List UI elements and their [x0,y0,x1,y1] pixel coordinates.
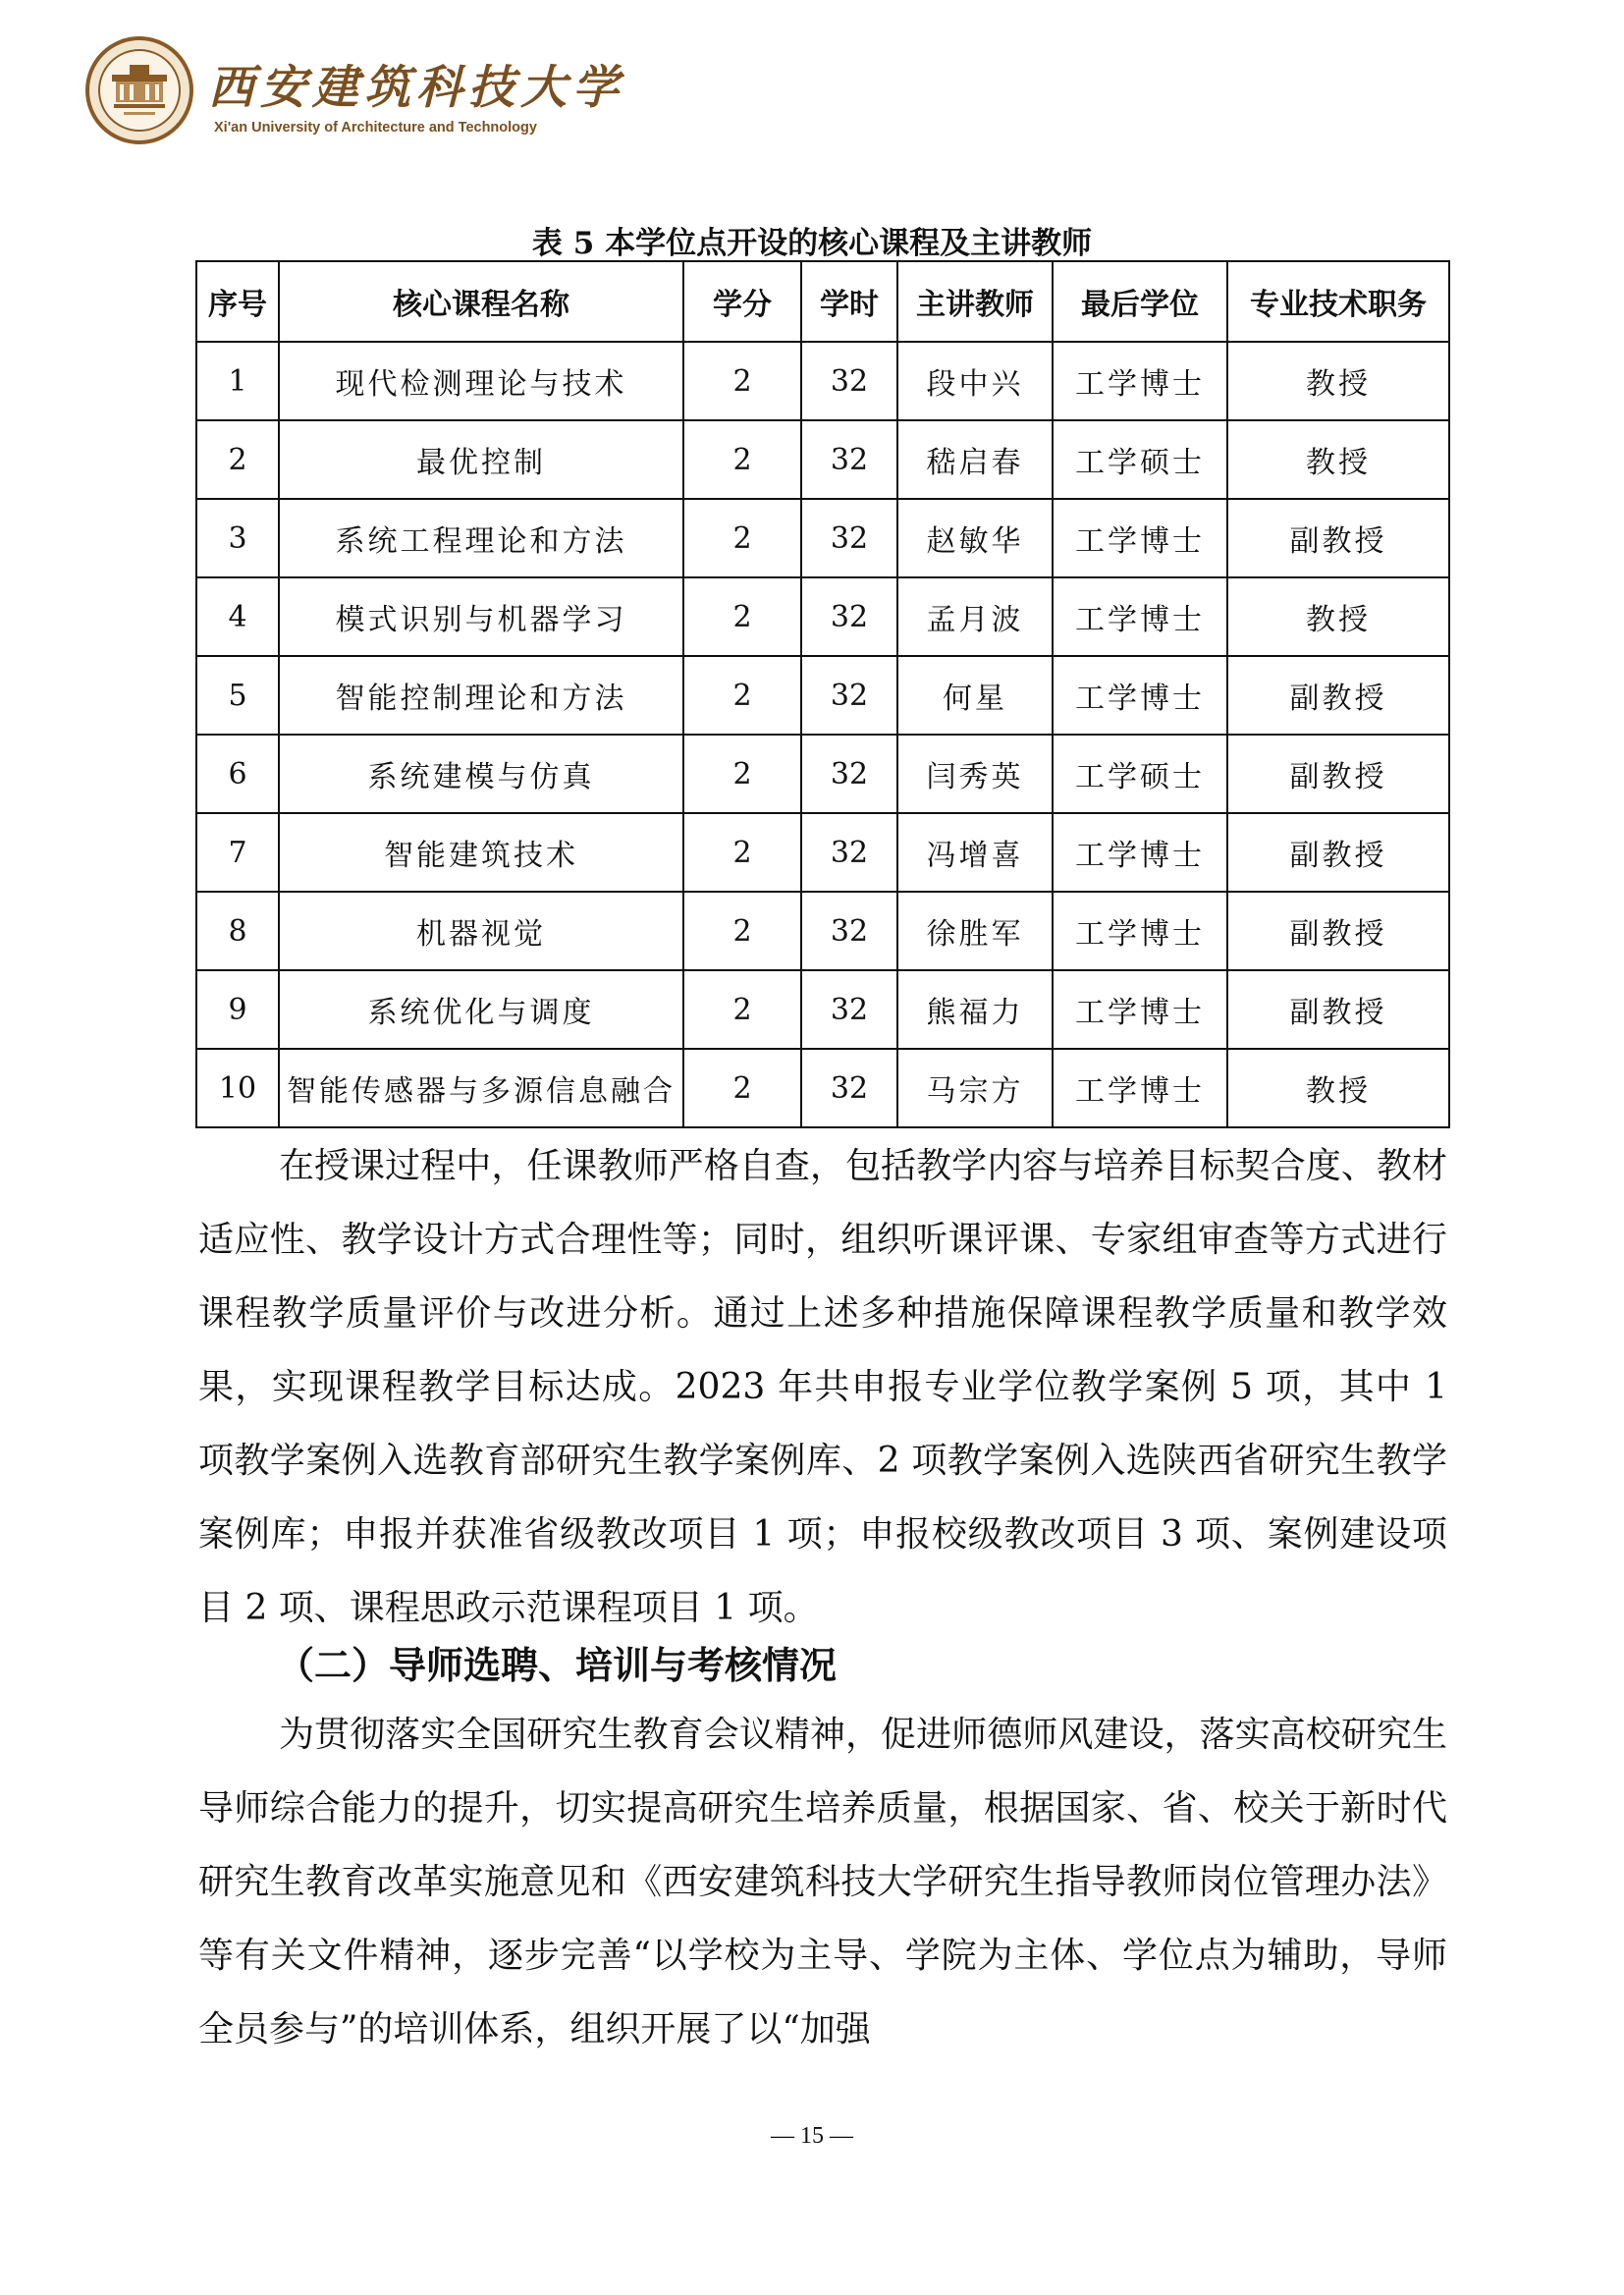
cell-index: 4 [196,577,279,656]
cell-credits: 2 [683,892,801,970]
table-caption: 表 5 本学位点开设的核心课程及主讲教师 [531,226,1093,261]
section-heading: （二）导师选聘、培训与考核情况 [277,1644,838,1687]
cell-index: 6 [196,735,279,813]
page-number: — 15 — [771,2123,853,2149]
cell-course: 智能控制理论和方法 [279,656,683,735]
cell-credits: 2 [683,813,801,892]
cell-course: 系统优化与调度 [279,970,683,1049]
cell-degree: 工学博士 [1053,813,1227,892]
cell-hours: 32 [801,735,897,813]
cell-index: 3 [196,499,279,577]
cell-teacher: 马宗方 [897,1049,1053,1127]
cell-course: 现代检测理论与技术 [279,342,683,420]
cell-title: 教授 [1227,342,1449,420]
cell-hours: 32 [801,813,897,892]
cell-hours: 32 [801,656,897,735]
cell-teacher: 熊福力 [897,970,1053,1049]
cell-title: 教授 [1227,577,1449,656]
cell-teacher: 赵敏华 [897,499,1053,577]
table-row [196,577,1449,656]
cell-credits: 2 [683,499,801,577]
paragraph-supervisor-training: 为贯彻落实全国研究生教育会议精神，促进师德师风建设，落实高校研究生导师综合能力的提升，切实提高研究生培养质量，根据国家、省、校关于新时代研究生教育改革实施意见和《西安建筑科技大学研究生指导教师岗位管理办法》等有关文件精神，逐步完善“以学校为主导、学院为主体、学位点为辅助，导师全员参与”的培训体系，组织开展了以“加强 [198,1715,1447,2049]
cell-credits: 2 [683,970,801,1049]
col-header-degree: 最后学位 [1053,261,1227,342]
cell-credits: 2 [683,342,801,420]
core-courses-table [195,260,1450,1128]
table-row [196,813,1449,892]
cell-hours: 32 [801,420,897,499]
cell-course: 模式识别与机器学习 [279,577,683,656]
cell-credits: 2 [683,577,801,656]
university-name-cn: 西安建筑科技大学 [208,61,624,115]
cell-title: 副教授 [1227,892,1449,970]
col-header-credits: 学分 [683,261,801,342]
table-row [196,1049,1449,1127]
cell-index: 9 [196,970,279,1049]
university-seal-icon [84,35,194,145]
cell-degree: 工学博士 [1053,656,1227,735]
cell-index: 2 [196,420,279,499]
table-row [196,499,1449,577]
cell-hours: 32 [801,577,897,656]
cell-index: 10 [196,1049,279,1127]
cell-course: 最优控制 [279,420,683,499]
cell-index: 8 [196,892,279,970]
table-row [196,656,1449,735]
page-header [84,35,693,163]
cell-title: 副教授 [1227,813,1449,892]
cell-teacher: 冯增喜 [897,813,1053,892]
cell-title: 副教授 [1227,499,1449,577]
cell-index: 7 [196,813,279,892]
table-header-row [196,261,1449,342]
table-body [196,342,1449,1127]
cell-teacher: 嵇启春 [897,420,1053,499]
col-header-course: 核心课程名称 [279,261,683,342]
table-row [196,342,1449,420]
university-name-en: Xi'an University of Architecture and Technology [214,120,537,136]
cell-hours: 32 [801,499,897,577]
table-row [196,970,1449,1049]
cell-degree: 工学博士 [1053,342,1227,420]
cell-index: 5 [196,656,279,735]
col-header-index: 序号 [196,261,279,342]
cell-course: 机器视觉 [279,892,683,970]
cell-credits: 2 [683,735,801,813]
cell-hours: 32 [801,1049,897,1127]
col-header-teacher: 主讲教师 [897,261,1053,342]
cell-title: 教授 [1227,420,1449,499]
cell-teacher: 孟月波 [897,577,1053,656]
cell-hours: 32 [801,892,897,970]
cell-title: 副教授 [1227,656,1449,735]
cell-index: 1 [196,342,279,420]
cell-degree: 工学博士 [1053,577,1227,656]
cell-degree: 工学硕士 [1053,420,1227,499]
table-row [196,420,1449,499]
cell-teacher: 何星 [897,656,1053,735]
col-header-title: 专业技术职务 [1227,261,1449,342]
paragraph-course-quality: 在授课过程中，任课教师严格自查，包括教学内容与培养目标契合度、教材适应性、教学设计方式合理性等；同时，组织听课评课、专家组审查等方式进行课程教学质量评价与改进分析。通过上述多种措施保障课程教学质量和教学效果，实现课程教学目标达成。2023 年共申报专业学位教学案例 5 项，其中 1 项教学案例入选教育部研究生教学案例库、2 项教学案例入选陕西省研究生教学案例库；申报并获准省级教改项目 1 项；申报校级教改项目 3 项、案例建设项目 2 项、课程思政示范课程项目 1 项。 [198,1146,1447,1628]
cell-teacher: 闫秀英 [897,735,1053,813]
cell-title: 副教授 [1227,735,1449,813]
cell-degree: 工学博士 [1053,892,1227,970]
cell-title: 教授 [1227,1049,1449,1127]
cell-degree: 工学硕士 [1053,735,1227,813]
cell-course: 智能传感器与多源信息融合 [279,1049,683,1127]
cell-title: 副教授 [1227,970,1449,1049]
cell-degree: 工学博士 [1053,499,1227,577]
cell-degree: 工学博士 [1053,970,1227,1049]
cell-hours: 32 [801,970,897,1049]
cell-degree: 工学博士 [1053,1049,1227,1127]
cell-credits: 2 [683,656,801,735]
cell-teacher: 徐胜军 [897,892,1053,970]
cell-hours: 32 [801,342,897,420]
table-row [196,735,1449,813]
cell-course: 系统建模与仿真 [279,735,683,813]
cell-course: 系统工程理论和方法 [279,499,683,577]
cell-course: 智能建筑技术 [279,813,683,892]
cell-teacher: 段中兴 [897,342,1053,420]
col-header-hours: 学时 [801,261,897,342]
table-row [196,892,1449,970]
cell-credits: 2 [683,420,801,499]
cell-credits: 2 [683,1049,801,1127]
